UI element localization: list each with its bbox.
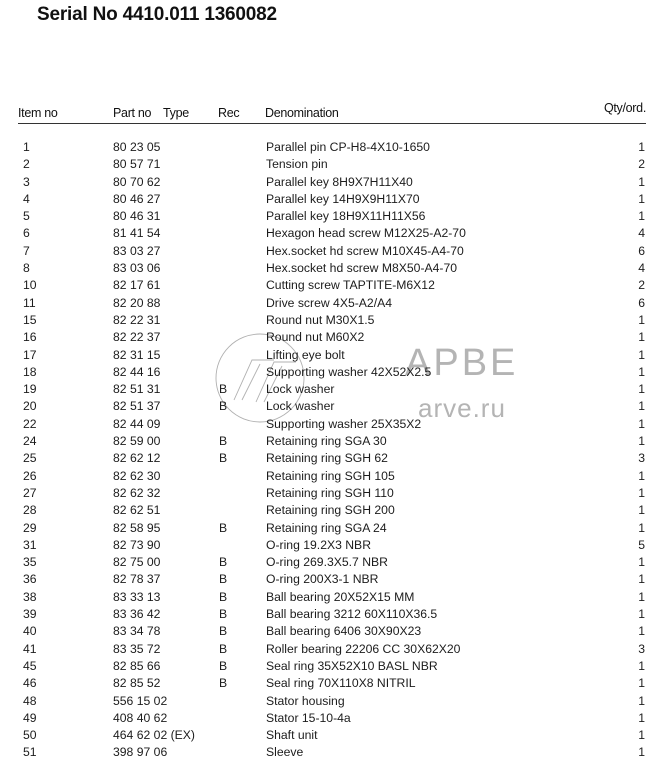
- part-no-cell: 82 17 61: [113, 278, 161, 293]
- table-row: [0, 364, 660, 381]
- table-row: [0, 416, 660, 433]
- part-no-cell: 82 51 31: [113, 382, 161, 397]
- denomination-cell: Hex.socket hd screw M8X50-A4-70: [266, 261, 458, 276]
- qty-cell: 6: [638, 295, 645, 310]
- qty-cell: 1: [638, 693, 645, 708]
- item-no-cell: 51: [23, 745, 37, 760]
- denomination-cell: Parallel pin CP-H8-4X10-1650: [266, 140, 430, 154]
- rec-cell: B: [219, 572, 228, 587]
- item-no-cell: 6: [23, 226, 30, 241]
- denomination-cell: Lock washer: [266, 399, 335, 414]
- denomination-cell: Roller bearing 22206 CC 30X62X20: [266, 641, 461, 656]
- document-title: Serial No 4410.011 1360082: [37, 4, 277, 25]
- part-no-cell: 83 35 72: [113, 641, 161, 656]
- denomination-cell: Hexagon head screw M12X25-A2-70: [266, 226, 466, 241]
- denomination-cell: Ball bearing 3212 60X110X36.5: [266, 607, 438, 622]
- item-no-cell: 36: [23, 572, 37, 587]
- rec-cell: B: [219, 641, 228, 656]
- item-no-cell: 27: [23, 485, 37, 500]
- part-no-cell: 80 57 71: [113, 157, 161, 172]
- qty-cell: 3: [638, 641, 645, 656]
- item-no-cell: 4: [23, 191, 30, 206]
- table-row: [0, 295, 660, 312]
- part-no-cell: 82 44 16: [113, 364, 161, 379]
- item-no-cell: 41: [23, 641, 37, 656]
- part-no-cell: 80 46 27: [113, 191, 161, 206]
- table-row: [0, 571, 660, 588]
- denomination-cell: Retaining ring SGH 62: [266, 451, 388, 466]
- qty-cell: 2: [638, 278, 645, 293]
- qty-cell: 1: [638, 399, 645, 414]
- qty-cell: 1: [638, 572, 645, 587]
- qty-cell: 6: [638, 243, 645, 258]
- item-no-cell: 26: [23, 468, 37, 483]
- table-row: [0, 450, 660, 467]
- item-no-cell: 5: [23, 209, 30, 224]
- table-row: [0, 156, 660, 173]
- rec-cell: B: [219, 658, 228, 673]
- part-no-cell: 82 20 88: [113, 295, 161, 310]
- header-item-no: Item no: [18, 106, 58, 120]
- item-no-cell: 50: [23, 728, 37, 743]
- item-no-cell: 16: [23, 330, 37, 345]
- table-row: [0, 225, 660, 242]
- rec-cell: B: [219, 555, 228, 570]
- item-no-cell: 20: [23, 399, 37, 414]
- part-no-cell: 82 62 12: [113, 451, 161, 466]
- item-no-cell: 49: [23, 710, 37, 725]
- rec-cell: B: [219, 434, 228, 449]
- table-row: [0, 208, 660, 225]
- table-row: [0, 606, 660, 623]
- table-row: [0, 174, 660, 191]
- header-part-no: Part no: [113, 106, 152, 120]
- part-no-cell: 82 31 15: [113, 347, 161, 362]
- part-no-cell: 83 03 06: [113, 261, 161, 276]
- item-no-cell: 45: [23, 658, 37, 673]
- rec-cell: B: [219, 520, 228, 535]
- table-row: [0, 502, 660, 519]
- part-no-cell: 82 51 37: [113, 399, 161, 414]
- denomination-cell: Retaining ring SGH 105: [266, 468, 395, 483]
- part-no-cell: 83 03 27: [113, 243, 161, 258]
- qty-cell: 1: [638, 520, 645, 535]
- rec-cell: B: [219, 382, 228, 397]
- header-denomination: Denomination: [265, 106, 339, 120]
- header-type: Type: [163, 106, 189, 120]
- denomination-cell: Parallel key 18H9X11H11X56: [266, 209, 426, 224]
- table-row: [0, 277, 660, 294]
- part-no-cell: 81 41 54: [113, 226, 161, 241]
- denomination-cell: Lifting eye bolt: [266, 347, 345, 362]
- rec-cell: B: [219, 399, 228, 414]
- part-no-cell: 80 23 05: [113, 140, 161, 154]
- header-qty: Qty/ord.: [603, 101, 646, 115]
- qty-cell: 1: [638, 174, 645, 189]
- part-no-cell: 464 62 02 (EX): [113, 728, 195, 743]
- part-no-cell: 82 22 31: [113, 312, 161, 327]
- table-row: [0, 727, 660, 744]
- denomination-cell: Ball bearing 6406 30X90X23: [266, 624, 422, 639]
- denomination-cell: Retaining ring SGH 200: [266, 503, 395, 518]
- item-no-cell: 10: [23, 278, 37, 293]
- table-row: [0, 191, 660, 208]
- qty-cell: 1: [638, 140, 645, 154]
- qty-cell: 1: [638, 468, 645, 483]
- part-no-cell: 82 58 95: [113, 520, 161, 535]
- denomination-cell: Round nut M60X2: [266, 330, 365, 345]
- rec-cell: B: [219, 676, 228, 691]
- qty-cell: 1: [638, 658, 645, 673]
- qty-cell: 4: [638, 261, 645, 276]
- qty-cell: 3: [638, 451, 645, 466]
- part-no-cell: 80 46 31: [113, 209, 161, 224]
- denomination-cell: Supporting washer 42X52X2.5: [266, 364, 432, 379]
- qty-cell: 4: [638, 226, 645, 241]
- denomination-cell: Seal ring 70X110X8 NITRIL: [266, 676, 416, 691]
- denomination-cell: Stator housing: [266, 693, 345, 708]
- denomination-cell: Sleeve: [266, 745, 304, 760]
- denomination-cell: Supporting washer 25X35X2: [266, 416, 422, 431]
- qty-cell: 1: [638, 191, 645, 206]
- item-no-cell: 35: [23, 555, 37, 570]
- table-row: [0, 675, 660, 692]
- qty-cell: 1: [638, 416, 645, 431]
- parts-table-body: [0, 139, 660, 762]
- qty-cell: 1: [638, 745, 645, 760]
- table-row: [0, 468, 660, 485]
- table-row: [0, 485, 660, 502]
- denomination-cell: Retaining ring SGA 24: [266, 520, 387, 535]
- table-header: [18, 101, 646, 124]
- table-row: [0, 243, 660, 260]
- qty-cell: 5: [638, 537, 645, 552]
- denomination-cell: Parallel key 8H9X7H11X40: [266, 174, 413, 189]
- item-no-cell: 1: [23, 140, 30, 154]
- part-no-cell: 82 62 30: [113, 468, 161, 483]
- part-no-cell: 80 70 62: [113, 174, 161, 189]
- table-row: [0, 329, 660, 346]
- part-no-cell: 408 40 62: [113, 710, 168, 725]
- table-row: [0, 381, 660, 398]
- part-no-cell: 83 36 42: [113, 607, 161, 622]
- table-row: [0, 641, 660, 658]
- item-no-cell: 25: [23, 451, 37, 466]
- denomination-cell: Shaft unit: [266, 728, 318, 743]
- part-no-cell: 82 73 90: [113, 537, 161, 552]
- qty-cell: 1: [638, 485, 645, 500]
- table-row: [0, 554, 660, 571]
- denomination-cell: Drive screw 4X5-A2/A4: [266, 295, 392, 310]
- item-no-cell: 2: [23, 157, 30, 172]
- item-no-cell: 31: [23, 537, 37, 552]
- item-no-cell: 24: [23, 434, 37, 449]
- denomination-cell: O-ring 269.3X5.7 NBR: [266, 555, 388, 570]
- denomination-cell: Seal ring 35X52X10 BASL NBR: [266, 658, 438, 673]
- item-no-cell: 18: [23, 364, 37, 379]
- item-no-cell: 15: [23, 312, 37, 327]
- qty-cell: 1: [638, 676, 645, 691]
- qty-cell: 1: [638, 589, 645, 604]
- table-row: [0, 658, 660, 675]
- qty-cell: 1: [638, 209, 645, 224]
- table-row: [0, 589, 660, 606]
- part-no-cell: 83 33 13: [113, 589, 161, 604]
- part-no-cell: 398 97 06: [113, 745, 168, 760]
- denomination-cell: Retaining ring SGA 30: [266, 434, 387, 449]
- header-rec: Rec: [218, 106, 240, 120]
- denomination-cell: O-ring 200X3-1 NBR: [266, 572, 379, 587]
- part-no-cell: 82 85 52: [113, 676, 161, 691]
- table-row: [0, 693, 660, 710]
- part-no-cell: 556 15 02: [113, 693, 168, 708]
- watermark-site-text: arve.ru: [418, 393, 506, 423]
- table-row: [0, 398, 660, 415]
- qty-cell: 1: [638, 624, 645, 639]
- qty-cell: 1: [638, 382, 645, 397]
- qty-cell: 1: [638, 434, 645, 449]
- table-row: [0, 347, 660, 364]
- qty-cell: 1: [638, 555, 645, 570]
- item-no-cell: 38: [23, 589, 37, 604]
- denomination-cell: Parallel key 14H9X9H11X70: [266, 191, 420, 206]
- table-row: [0, 744, 660, 761]
- table-row: [0, 433, 660, 450]
- item-no-cell: 22: [23, 416, 37, 431]
- item-no-cell: 40: [23, 624, 37, 639]
- part-no-cell: 82 22 37: [113, 330, 161, 345]
- item-no-cell: 7: [23, 243, 30, 258]
- item-no-cell: 17: [23, 347, 37, 362]
- part-no-cell: 82 78 37: [113, 572, 161, 587]
- table-row: [0, 537, 660, 554]
- qty-cell: 1: [638, 710, 645, 725]
- table-row: [0, 520, 660, 537]
- item-no-cell: 19: [23, 382, 37, 397]
- part-no-cell: 82 62 32: [113, 485, 161, 500]
- qty-cell: 1: [638, 364, 645, 379]
- item-no-cell: 28: [23, 503, 37, 518]
- table-row: [0, 139, 660, 156]
- qty-cell: 1: [638, 347, 645, 362]
- part-no-cell: 82 75 00: [113, 555, 161, 570]
- denomination-cell: Stator 15-10-4a: [266, 710, 351, 725]
- part-no-cell: 82 85 66: [113, 658, 161, 673]
- qty-cell: 1: [638, 607, 645, 622]
- item-no-cell: 39: [23, 607, 37, 622]
- part-no-cell: 83 34 78: [113, 624, 161, 639]
- rec-cell: B: [219, 624, 228, 639]
- item-no-cell: 46: [23, 676, 37, 691]
- denomination-cell: Ball bearing 20X52X15 MM: [266, 589, 415, 604]
- table-row: [0, 260, 660, 277]
- item-no-cell: 3: [23, 174, 30, 189]
- part-no-cell: 82 59 00: [113, 434, 161, 449]
- qty-cell: 1: [638, 312, 645, 327]
- table-row: [0, 623, 660, 640]
- item-no-cell: 11: [23, 295, 36, 310]
- item-no-cell: 8: [23, 261, 30, 276]
- denomination-cell: Retaining ring SGH 110: [266, 485, 394, 500]
- rec-cell: B: [219, 607, 228, 622]
- rec-cell: B: [219, 451, 228, 466]
- denomination-cell: Tension pin: [266, 157, 328, 172]
- denomination-cell: Lock washer: [266, 382, 335, 397]
- qty-cell: 1: [638, 503, 645, 518]
- table-row: [0, 312, 660, 329]
- denomination-cell: Round nut M30X1.5: [266, 312, 375, 327]
- item-no-cell: 48: [23, 693, 37, 708]
- denomination-cell: O-ring 19.2X3 NBR: [266, 537, 371, 552]
- part-no-cell: 82 62 51: [113, 503, 161, 518]
- denomination-cell: Hex.socket hd screw M10X45-A4-70: [266, 243, 464, 258]
- rec-cell: B: [219, 589, 228, 604]
- watermark-logo-text: АРВЕ: [405, 342, 519, 384]
- item-no-cell: 29: [23, 520, 37, 535]
- denomination-cell: Cutting screw TAPTITE-M6X12: [266, 278, 435, 293]
- table-row: [0, 710, 660, 727]
- part-no-cell: 82 44 09: [113, 416, 161, 431]
- qty-cell: 2: [638, 157, 645, 172]
- qty-cell: 1: [638, 330, 645, 345]
- qty-cell: 1: [638, 728, 645, 743]
